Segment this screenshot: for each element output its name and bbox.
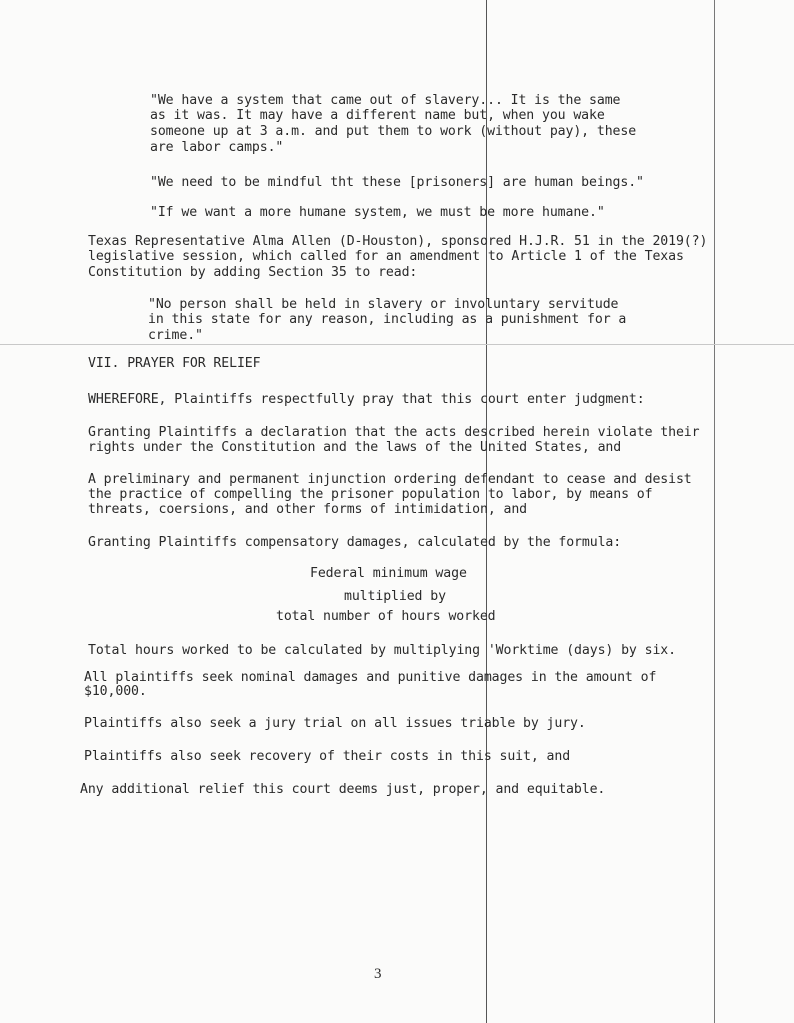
quote-prisoners-human: "We need to be mindful tht these [prisoners] are human beings.": [150, 175, 644, 190]
total-hours-paragraph: Total hours worked to be calculated by multiplying 'Worktime (days) by six.: [88, 643, 676, 658]
wherefore-paragraph: WHEREFORE, Plaintiffs respectfully pray that this court enter judgment:: [88, 392, 645, 407]
quote-line: "We have a system that came out of slavery... It is the same: [150, 93, 621, 108]
paragraph-line: legislative session, which called for an amendment to Article 1 of the Texas: [88, 249, 684, 264]
additional-relief-paragraph: Any additional relief this court deems just, proper, and equitable.: [80, 782, 606, 797]
quote-line: in this state for any reason, including as a punishment for a: [148, 312, 627, 327]
jury-trial-paragraph: Plaintiffs also seek a jury trial on all issues triable by jury.: [84, 716, 586, 731]
scan-right-edge-line: [714, 0, 715, 1023]
formula-line: multiplied by: [344, 589, 446, 604]
paragraph-line: $10,000.: [84, 684, 147, 699]
paragraph-line: A preliminary and permanent injunction ordering defendant to cease and desist: [88, 472, 692, 487]
paragraph-line: All plaintiffs seek nominal damages and punitive damages in the amount of: [84, 670, 657, 685]
formula-line: total number of hours worked: [276, 609, 496, 624]
section-heading: VII. PRAYER FOR RELIEF: [88, 356, 261, 371]
quote-line: someone up at 3 a.m. and put them to work (without pay), these: [150, 124, 637, 139]
page-number: 3: [374, 966, 382, 982]
paragraph-line: the practice of compelling the prisoner population to labor, by means of: [88, 487, 653, 502]
quote-humane-system: "If we want a more humane system, we must be more humane.": [150, 205, 605, 220]
quote-line: "No person shall be held in slavery or involuntary servitude: [148, 297, 619, 312]
quote-line: as it was. It may have a different name but, when you wake: [150, 108, 605, 123]
damages-paragraph: Granting Plaintiffs compensatory damages, calculated by the formula:: [88, 535, 622, 550]
costs-paragraph: Plaintiffs also seek recovery of their costs in this suit, and: [84, 749, 571, 764]
paragraph-line: Texas Representative Alma Allen (D-Houston), sponsored H.J.R. 51 in the 2019(?): [88, 234, 708, 249]
paragraph-line: Granting Plaintiffs a declaration that the acts described herein violate their: [88, 425, 700, 440]
quote-line: are labor camps.": [150, 140, 284, 155]
paragraph-line: Constitution by adding Section 35 to read:: [88, 265, 418, 280]
formula-line: Federal minimum wage: [310, 566, 467, 581]
paragraph-line: threats, coersions, and other forms of intimidation, and: [88, 502, 528, 517]
scan-fold-crease: [0, 344, 794, 345]
quote-line: crime.": [148, 328, 203, 343]
paragraph-line: rights under the Constitution and the laws of the United States, and: [88, 440, 622, 455]
